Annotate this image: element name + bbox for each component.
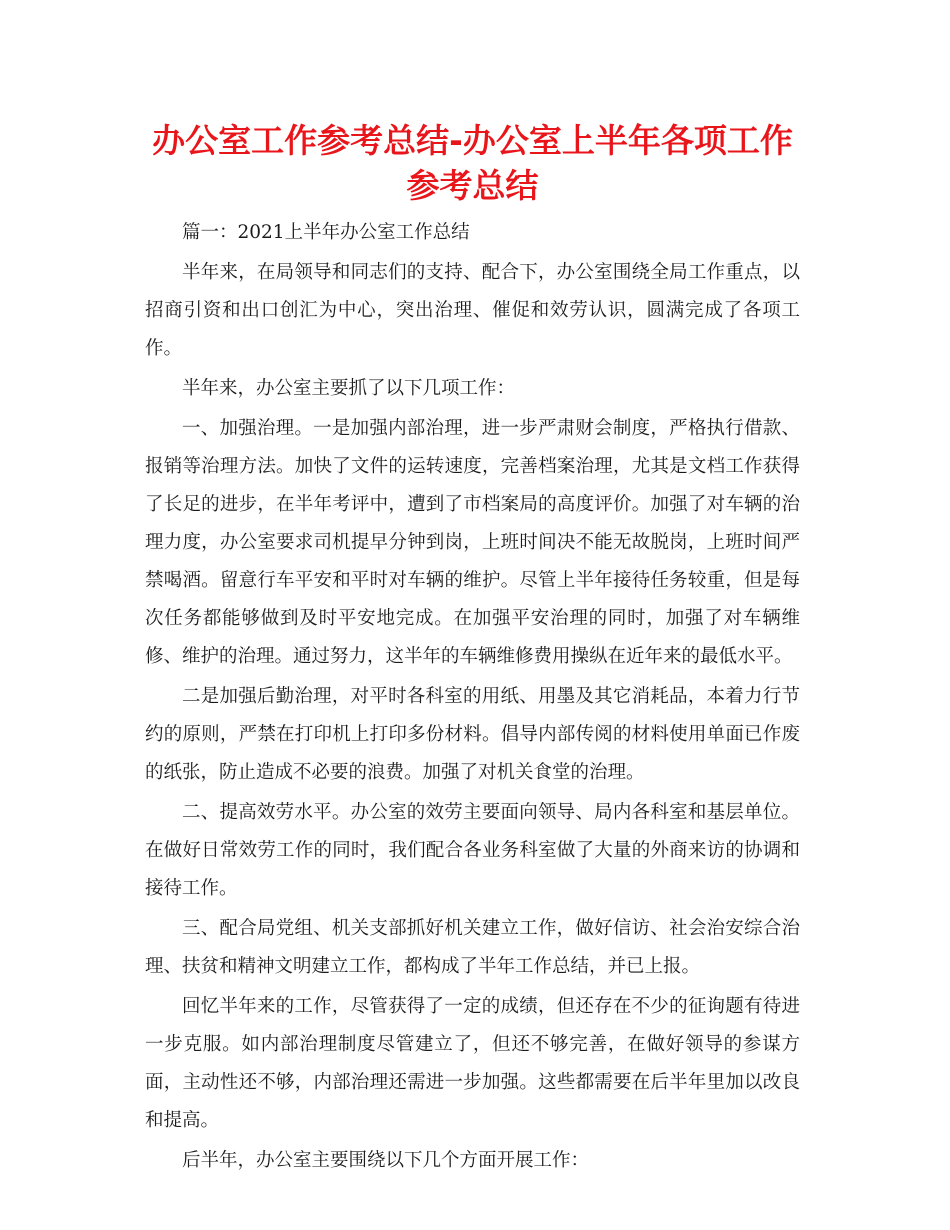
paragraph-intro: 半年来，在局领导和同志们的支持、配合下，办公室围绕全局工作重点，以招商引资和出口创汇为中心，突出治理、催促和效劳认识，圆满完成了各项工作。 (145, 262, 800, 359)
paragraph-review: 回忆半年来的工作，尽管获得了一定的成绩，但还存在不少的征询题有待进一步克服。如内部治理制度尽管建立了，但还不够完善，在做好领导的参谋方面，主动性还不够，内部治理还需进一步加强。这些都需要在后半年里加以改良和提高。 (145, 996, 800, 1131)
paragraph-logistics-management: 二是加强后勤治理，对平时各科室的用纸、用墨及其它消耗品，本着力行节约的原则，严禁在打印机上打印多份材料。倡导内部传阅的材料使用单面已作废的纸张，防止造成不必要的浪费。加强了对机关食堂的治理。 (145, 686, 800, 783)
document-body (145, 214, 800, 1180)
paragraph-service-level: 二、提高效劳水平。办公室的效劳主要面向领导、局内各科室和基层单位。在做好日常效劳工作的同时，我们配合各业务科室做了大量的外商来访的协调和接待工作。 (145, 802, 800, 899)
document-title: 办公室工作参考总结-办公室上半年各项工作参考总结 (152, 121, 793, 205)
paragraph-strengthen-management: 一、加强治理。一是加强内部治理，进一步严肃财会制度，严格执行借款、报销等治理方法。加快了文件的运转速度，完善档案治理，尤其是文档工作获得了长足的进步，在半年考评中，遭到了市档案局的高度评价。加强了对车辆的治理力度，办公室要求司机提早分钟到岗，上班时间决不能无故脱岗，上班时间严禁喝酒。留意行车平安和平时对车辆的维护。尽管上半年接待任务较重，但是每次任务都能够做到及时平安地完成。在加强平安治理的同时，加强了对车辆维修、维护的治理。通过努力，这半年的车辆维修费用操纵在近年来的最低水平。 (145, 418, 800, 667)
paragraph-party-building: 三、配合局党组、机关支部抓好机关建立工作，做好信访、社会治安综合治理、扶贫和精神文明建立工作，都构成了半年工作总结，并已上报。 (145, 918, 800, 977)
paragraph-section-heading: 篇一：2021上半年办公室工作总结 (182, 222, 470, 243)
paragraph-work-list-intro: 半年来，办公室主要抓了以下几项工作： (182, 378, 516, 399)
paragraph-second-half-plan: 后半年，办公室主要围绕以下几个方面开展工作： (182, 1150, 590, 1171)
